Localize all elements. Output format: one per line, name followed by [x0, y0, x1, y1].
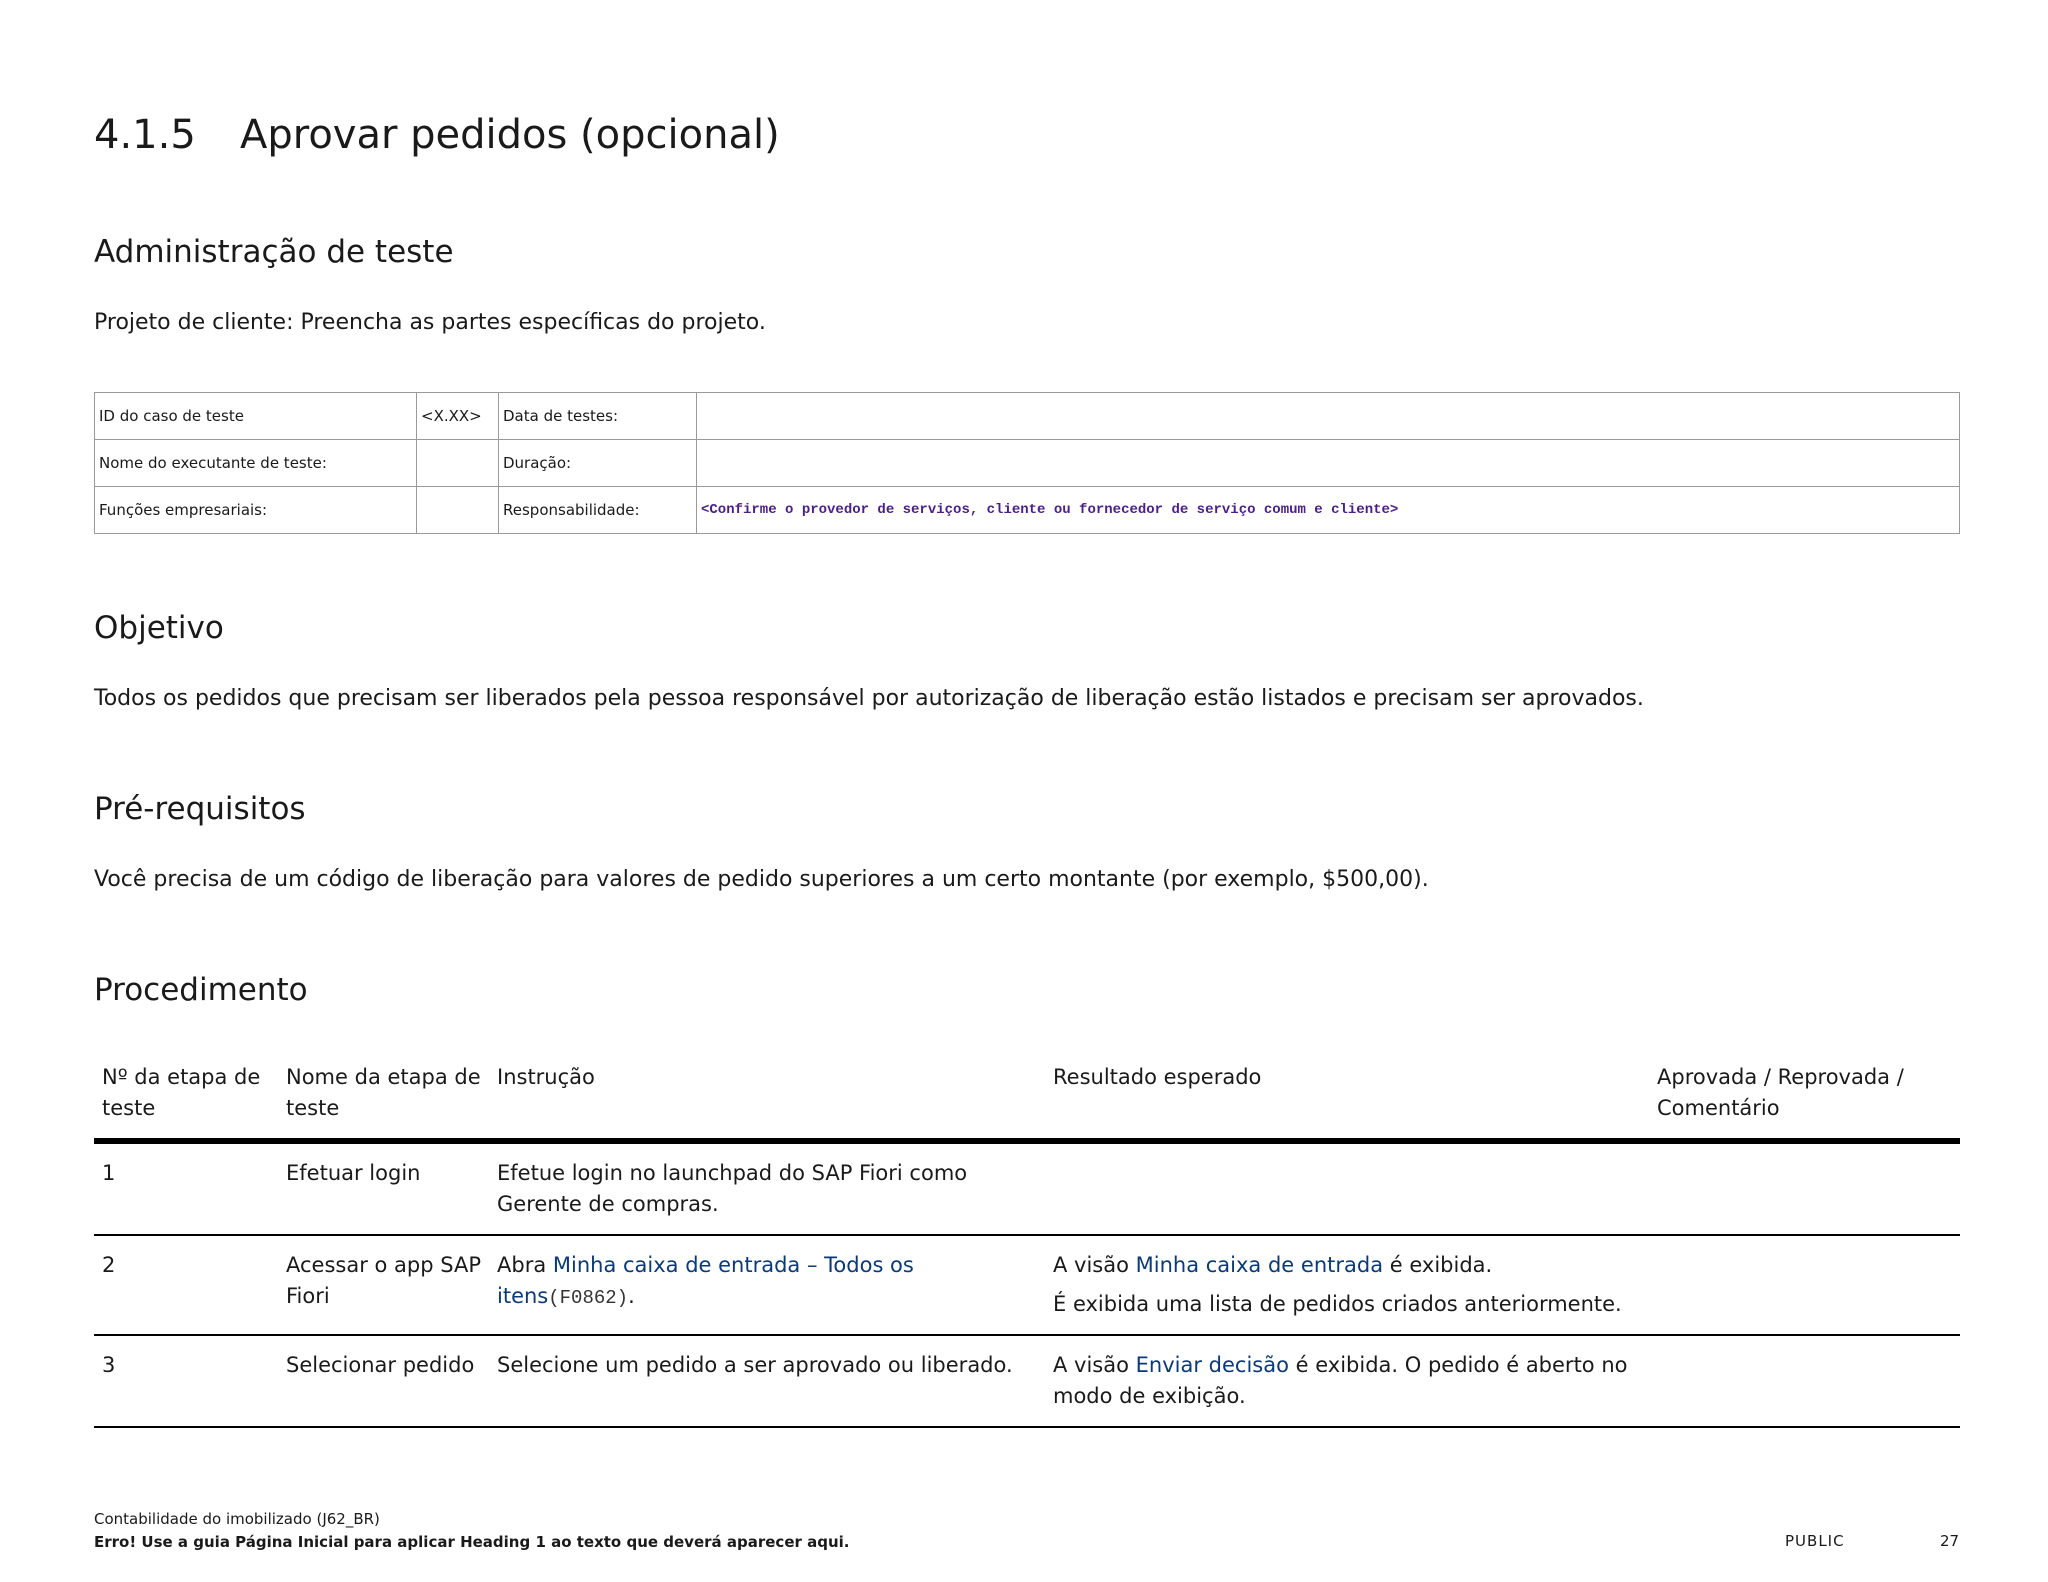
objective-text: Todos os pedidos que precisam ser liberados pela pessoa responsável por autorização de liberação estão listados e precisam ser aprovados.	[94, 686, 1644, 711]
table-row	[94, 1235, 1960, 1335]
admin-row	[95, 393, 1960, 440]
admin-value	[417, 487, 499, 534]
admin-label: Duração:	[499, 440, 697, 487]
admin-value	[697, 393, 1960, 440]
objective-heading: Objetivo	[94, 610, 224, 646]
table-row	[94, 1335, 1960, 1427]
admin-table	[94, 392, 1960, 534]
footer-error-text: Erro! Use a guia Página Inicial para aplicar Heading 1 ao texto que deverá aparecer aqui.	[94, 1533, 850, 1551]
step-name: Selecionar pedido	[278, 1335, 489, 1427]
prereq-heading: Pré-requisitos	[94, 791, 306, 827]
prereq-text: Você precisa de um código de liberação para valores de pedido superiores a um certo montante (por exemplo, $500,00).	[94, 867, 1429, 892]
result-text: é exibida. O pedido é aberto no modo de exibição.	[1053, 1353, 1628, 1408]
step-number: 3	[94, 1335, 278, 1427]
admin-value: <X.XX>	[417, 393, 499, 440]
step-result	[1045, 1141, 1649, 1235]
admin-row	[95, 487, 1960, 534]
col-header-name: Nome da etapa de teste	[278, 1058, 489, 1141]
page-number: 27	[1940, 1532, 1960, 1550]
instruction-text: Abra	[497, 1253, 553, 1277]
step-number: 2	[94, 1235, 278, 1335]
col-header-instruction: Instrução	[489, 1058, 1045, 1141]
col-header-status: Aprovada / Reprovada / Comentário	[1649, 1058, 1960, 1141]
admin-intro: Projeto de cliente: Preencha as partes específicas do projeto.	[94, 310, 766, 335]
col-header-step: Nº da etapa de teste	[94, 1058, 278, 1141]
footer-doc-title: Contabilidade do imobilizado (J62_BR)	[94, 1510, 380, 1528]
app-id: (F0862)	[548, 1287, 629, 1309]
admin-label: ID do caso de teste	[95, 393, 417, 440]
view-link[interactable]: Enviar decisão	[1135, 1353, 1289, 1377]
admin-value	[417, 440, 499, 487]
step-name: Acessar o app SAP Fiori	[278, 1235, 489, 1335]
app-link[interactable]: Minha caixa de entrada – Todos os itens	[497, 1253, 914, 1308]
section-title	[94, 112, 780, 158]
procedure-header-row	[94, 1058, 1960, 1141]
col-header-result: Resultado esperado	[1045, 1058, 1649, 1141]
view-link[interactable]: Minha caixa de entrada	[1135, 1253, 1384, 1277]
procedure-table	[94, 1058, 1960, 1428]
result-text: A visão	[1053, 1353, 1136, 1377]
result-text: é exibida.	[1383, 1253, 1493, 1277]
step-status	[1649, 1235, 1960, 1335]
step-instruction: Efetue login no launchpad do SAP Fiori como Gerente de compras.	[489, 1141, 1045, 1235]
step-result	[1045, 1335, 1649, 1427]
instruction-text: .	[628, 1284, 635, 1308]
step-name: Efetuar login	[278, 1141, 489, 1235]
step-instruction	[489, 1235, 1045, 1335]
step-instruction: Selecione um pedido a ser aprovado ou liberado.	[489, 1335, 1045, 1427]
responsibility-placeholder: <Confirme o provedor de serviços, cliente ou fornecedor de serviço comum e cliente>	[697, 487, 1960, 534]
result-text: A visão	[1053, 1253, 1136, 1277]
step-status	[1649, 1141, 1960, 1235]
footer-classification: PUBLIC	[1785, 1532, 1845, 1550]
procedure-heading: Procedimento	[94, 972, 308, 1008]
section-number: 4.1.5	[94, 112, 196, 158]
table-row	[94, 1141, 1960, 1235]
admin-heading: Administração de teste	[94, 234, 454, 270]
admin-row	[95, 440, 1960, 487]
result-text-line2: É exibida uma lista de pedidos criados anteriormente.	[1053, 1292, 1622, 1316]
admin-label: Data de testes:	[499, 393, 697, 440]
admin-label: Funções empresariais:	[95, 487, 417, 534]
step-status	[1649, 1335, 1960, 1427]
footer	[94, 1508, 850, 1554]
admin-value	[697, 440, 1960, 487]
step-result	[1045, 1235, 1649, 1335]
section-title-text: Aprovar pedidos (opcional)	[240, 112, 780, 158]
step-number: 1	[94, 1141, 278, 1235]
admin-label: Nome do executante de teste:	[95, 440, 417, 487]
admin-label: Responsabilidade:	[499, 487, 697, 534]
